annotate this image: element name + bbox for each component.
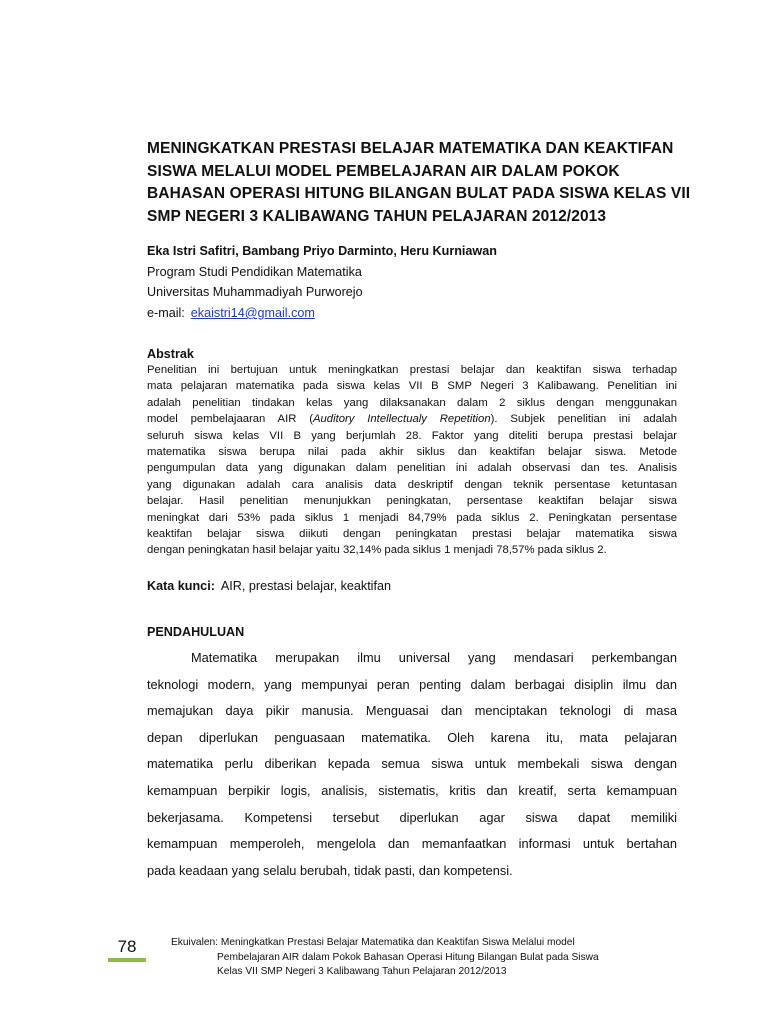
paper-title — [147, 138, 691, 228]
page-number: 78 — [117, 937, 137, 956]
body-line: Matematika merupakan ilmu universal yang mendasari perkembangan — [191, 650, 677, 665]
abstract-text: ). Subjek penelitian ini adalah — [490, 413, 677, 426]
email-link[interactable]: ekaistri14@gmail.com — [190, 306, 315, 320]
body-line: teknologi modern, yang mempunyai peran penting dalam berbagai disiplin ilmu dan — [147, 676, 677, 692]
title-line: BAHASAN OPERASI HITUNG BILANGAN BULAT PADA SISWA KELAS VII — [147, 185, 691, 202]
abstract-line: mata pelajaran matematika pada siswa kelas VII B SMP Negeri 3 Kalibawang. Penelitian ini — [147, 380, 677, 393]
abstract-text: model pembelajaaran AIR ( — [147, 413, 313, 426]
keywords-label: Kata kunci: — [147, 579, 215, 593]
body-line: kemampuan memperoleh, mengelola dan memanfaatkan informasi untuk bertahan — [147, 836, 677, 852]
abstract-line: pengumpulan data yang digunakan dalam penelitian ini adalah observasi dan tes. Analisis — [147, 462, 677, 475]
title-line: SMP NEGERI 3 KALIBAWANG TAHUN PELAJARAN 2012/2013 — [147, 207, 607, 225]
abstract-line: dengan peningkatan hasil belajar yaitu 32,14% pada siklus 1 menjadi 78,57% pada siklus 2. — [147, 544, 607, 557]
footer-line: Ekuivalen: Meningkatkan Prestasi Belajar Matematika dan Keaktifan Siswa Melalui model — [171, 937, 575, 948]
body-line: kemampuan berpikir logis, analisis, sistematis, kritis dan kreatif, serta kemampuan — [147, 782, 677, 798]
email-line — [147, 303, 315, 323]
abstract-heading: Abstrak — [147, 347, 194, 361]
abstract-line: yang digunakan adalah cara analisis data deskriptif dengan teknik persentase ketuntasan — [147, 478, 677, 491]
footer-line: Kelas VII SMP Negeri 3 Kalibawang Tahun Pelajaran 2012/2013 — [217, 966, 507, 977]
abstract-line: matematika siswa berupa nilai pada akhir siklus dan keaktifan belajar siswa. Metode — [147, 446, 677, 459]
abstract-line: seluruh siswa kelas VII B yang berjumlah 28. Faktor yang diteliti berupa prestasi belajar — [147, 429, 677, 442]
section-heading: PENDAHULUAN — [147, 625, 245, 639]
abstract-line: meningkat dari 53% pada siklus 1 menjadi 84,79% pada siklus 2. Peningkatan persentase — [147, 511, 677, 524]
abstract-italic-term: Auditory Intellectualy Repetition — [312, 413, 491, 426]
keywords-value: AIR, prestasi belajar, keaktifan — [220, 579, 391, 593]
abstract-line: Penelitian ini bertujuan untuk meningkatkan prestasi belajar dan keaktifan siswa terhadap — [147, 364, 677, 376]
abstract-line: keaktifan belajar siswa diikuti dengan peningkatan prestasi belajar matematika siswa — [147, 528, 677, 541]
keywords — [147, 576, 391, 596]
footer-line: Pembelajaran AIR dalam Pokok Bahasan Operasi Hitung Bilangan Bulat pada Siswa — [217, 951, 599, 963]
author-list: Eka Istri Safitri, Bambang Priyo Darminto, Heru Kurniawan — [147, 244, 497, 258]
body-line: depan diperlukan penguasaan matematika. Oleh karena itu, mata pelajaran — [147, 729, 677, 745]
section-body — [147, 645, 677, 884]
abstract-body — [147, 362, 677, 559]
abstract-line — [147, 411, 677, 427]
body-line: pada keadaan yang selalu berubah, tidak pasti, dan kompetensi. — [147, 862, 513, 878]
university: Universitas Muhammadiyah Purworejo — [147, 285, 363, 299]
footer-citation — [171, 936, 671, 980]
body-line: bekerjasama. Kompetensi tersebut diperlukan agar siswa dapat memiliki — [147, 809, 677, 825]
title-line: SISWA MELALUI MODEL PEMBELAJARAN AIR DALAM POKOK — [147, 162, 620, 180]
abstract-line: adalah penelitian tindakan kelas yang dilaksanakan dalam 2 siklus dengan menggunakan — [147, 396, 677, 409]
email-label: e-mail: — [147, 306, 185, 320]
page-number-bar — [108, 958, 146, 962]
title-line: MENINGKATKAN PRESTASI BELAJAR MATEMATIKA DAN KEAKTIFAN — [147, 140, 674, 157]
body-line: memajukan daya pikir manusia. Menguasai dan menciptakan teknologi di masa — [147, 703, 677, 719]
abstract-line: belajar. Hasil penelitian menunjukkan peningkatan, persentase keaktifan belajar siswa — [147, 495, 677, 508]
study-program: Program Studi Pendidikan Matematika — [147, 265, 362, 279]
body-line: matematika perlu diberikan kepada semua siswa untuk membekali siswa dengan — [147, 756, 677, 772]
